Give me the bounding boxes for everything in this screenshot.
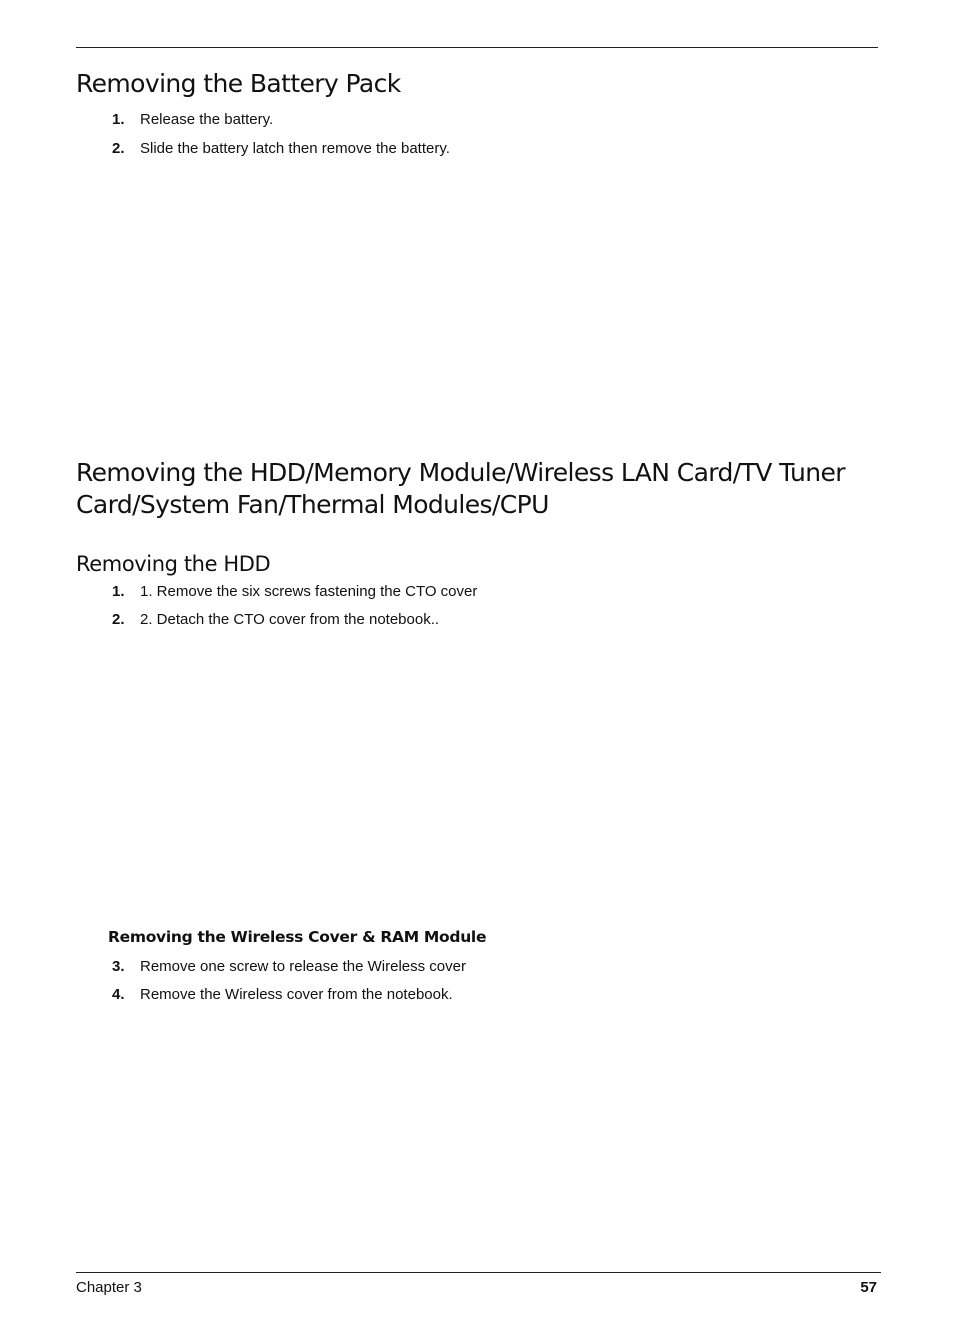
- section-title-battery: Removing the Battery Pack: [76, 69, 401, 98]
- header-rule: [76, 47, 878, 48]
- section-title-modules-line1: Removing the HDD/Memory Module/Wireless LAN Card/TV Tuner: [76, 458, 845, 487]
- list-item: [112, 139, 450, 159]
- list-item: [112, 957, 466, 977]
- step-number: 2.: [112, 140, 125, 157]
- step-text: 2. Detach the CTO cover from the notebook..: [140, 611, 440, 628]
- step-number: 2.: [112, 611, 125, 628]
- list-item: [112, 110, 273, 130]
- step-text: Release the battery.: [140, 111, 274, 128]
- list-item: [112, 582, 477, 602]
- step-number: 1.: [112, 111, 125, 128]
- step-text: Remove one screw to release the Wireless cover: [140, 958, 466, 975]
- list-item: [112, 610, 439, 630]
- step-text: Slide the battery latch then remove the battery.: [140, 140, 450, 157]
- step-text: 1. Remove the six screws fastening the CTO cover: [140, 583, 478, 600]
- section-title-modules-line2: Card/System Fan/Thermal Modules/CPU: [76, 490, 549, 519]
- step-text: Remove the Wireless cover from the notebook.: [140, 986, 453, 1003]
- subsection-title-hdd: Removing the HDD: [76, 552, 271, 576]
- step-number: 4.: [112, 986, 125, 1003]
- step-number: 3.: [112, 958, 125, 975]
- footer-rule: [76, 1272, 881, 1273]
- footer-chapter: Chapter 3: [76, 1279, 142, 1296]
- page-number: 57: [860, 1279, 877, 1296]
- list-item: [112, 985, 453, 1005]
- subsection-title-wireless: Removing the Wireless Cover & RAM Module: [108, 928, 487, 946]
- step-number: 1.: [112, 583, 125, 600]
